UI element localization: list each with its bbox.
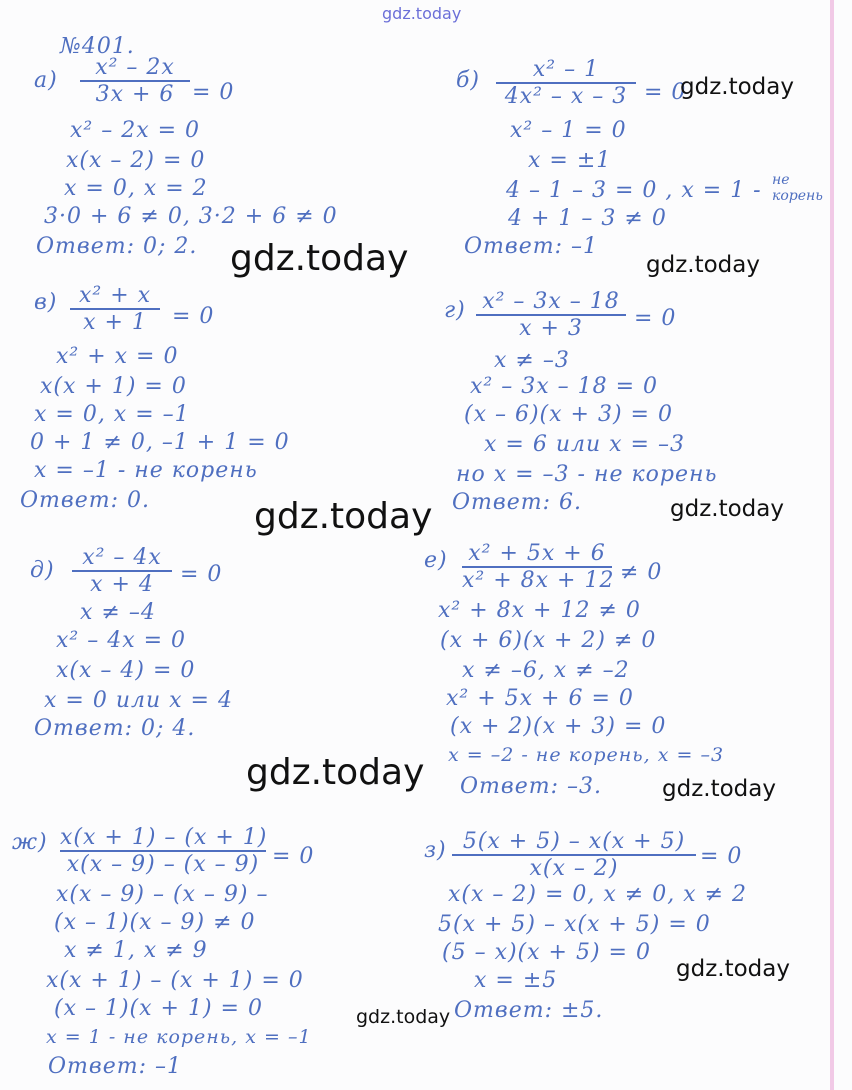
part-d-denominator: x + 4 <box>90 572 154 598</box>
part-v-line: 0 + 1 ≠ 0, –1 + 1 = 0 <box>30 430 290 455</box>
part-e-line: x ≠ –6, x ≠ –2 <box>462 658 630 683</box>
part-e-line: x² + 8x + 12 ≠ 0 <box>438 598 641 623</box>
part-b-note <box>772 172 823 204</box>
part-a-fraction <box>80 56 190 106</box>
watermark: gdz.today <box>246 752 425 793</box>
part-g-line: x = 6 или x = –3 <box>484 432 685 457</box>
watermark: gdz.today <box>254 496 433 537</box>
part-z-denominator: x(x – 2) <box>529 856 619 882</box>
part-zh-line: (x – 1)(x + 1) = 0 <box>54 996 263 1021</box>
part-v-line: x = –1 - не корень <box>34 458 258 483</box>
part-v-rhs: = 0 <box>172 304 215 329</box>
part-e-numerator: x² + 5x + 6 <box>468 541 606 566</box>
part-g-label: г) <box>444 298 466 323</box>
part-b-note-2: корень <box>772 188 823 204</box>
part-e-line: x = –2 - не корень, x = –3 <box>448 744 725 766</box>
part-d-numerator: x² – 4x <box>82 545 162 570</box>
part-v-label: в) <box>34 290 58 315</box>
part-e-denominator: x² + 8x + 12 <box>462 568 615 594</box>
part-b-denominator: 4x² – x – 3 <box>504 84 628 110</box>
part-g-line: (x – 6)(x + 3) = 0 <box>464 402 673 427</box>
part-v-denominator: x + 1 <box>83 310 147 336</box>
part-g-denominator: x + 3 <box>519 316 583 342</box>
part-b-line: x = ±1 <box>528 148 612 173</box>
part-e-line: x² + 5x + 6 = 0 <box>446 686 634 711</box>
part-v-line: x(x + 1) = 0 <box>40 374 187 399</box>
part-b-label: б) <box>456 68 481 93</box>
part-v-answer: Ответ: 0. <box>20 488 150 513</box>
part-z-line: x(x – 2) = 0, x ≠ 0, x ≠ 2 <box>448 882 748 907</box>
part-z-fraction <box>452 830 696 880</box>
part-d-line: x ≠ –4 <box>80 600 156 625</box>
part-b-fraction <box>496 58 636 108</box>
part-zh-line: x(x – 9) – (x – 9) – <box>56 882 269 907</box>
part-zh-denominator: x(x – 9) – (x – 9) <box>66 852 260 878</box>
part-a-answer: Ответ: 0; 2. <box>36 234 198 259</box>
problem-number: №401. <box>60 34 135 59</box>
part-b-rhs: = 0 <box>644 80 687 105</box>
part-a-line: x = 0, x = 2 <box>64 176 208 201</box>
part-e-line: (x + 6)(x + 2) ≠ 0 <box>440 628 657 653</box>
part-z-line: (5 – x)(x + 5) = 0 <box>442 940 651 965</box>
part-zh-line: (x – 1)(x – 9) ≠ 0 <box>54 910 256 935</box>
part-e-fraction <box>462 541 615 594</box>
watermark: gdz.today <box>680 74 794 100</box>
part-d-line: x = 0 или x = 4 <box>44 688 233 713</box>
part-e-line: (x + 2)(x + 3) = 0 <box>450 714 667 739</box>
part-zh-line: x(x + 1) – (x + 1) = 0 <box>46 968 304 993</box>
part-b-line: x² – 1 = 0 <box>510 118 627 143</box>
part-zh-line: x = 1 - не корень, x = –1 <box>46 1026 312 1048</box>
watermark: gdz.today <box>670 496 784 522</box>
part-d-rhs: = 0 <box>180 562 223 587</box>
part-z-numerator: 5(x + 5) – x(x + 5) <box>462 829 686 854</box>
watermark: gdz.today <box>676 956 790 982</box>
watermark: gdz.today <box>662 776 776 802</box>
part-a-numerator: x² – 2x <box>95 55 175 80</box>
part-v-fraction <box>70 284 160 334</box>
part-zh-rhs: = 0 <box>272 844 315 869</box>
part-zh-label: ж) <box>12 830 48 855</box>
part-d-line: x(x – 4) = 0 <box>56 658 196 683</box>
part-e-rhs: ≠ 0 <box>620 560 663 585</box>
part-a-rhs: = 0 <box>192 80 235 105</box>
part-d-answer: Ответ: 0; 4. <box>34 716 196 741</box>
part-g-numerator: x² – 3x – 18 <box>482 289 620 314</box>
part-z-line: x = ±5 <box>474 968 558 993</box>
part-b-line: 4 + 1 – 3 ≠ 0 <box>508 206 667 231</box>
part-zh-line: x ≠ 1, x ≠ 9 <box>64 938 208 963</box>
part-zh-answer: Ответ: –1 <box>48 1054 182 1079</box>
part-a-label: а) <box>34 68 58 93</box>
part-a-line: x² – 2x = 0 <box>70 118 201 143</box>
part-g-rhs: = 0 <box>634 306 677 331</box>
part-g-line: но x = –3 - не корень <box>456 462 718 487</box>
part-a-line: 3·0 + 6 ≠ 0, 3·2 + 6 ≠ 0 <box>44 204 338 229</box>
part-v-line: x = 0, x = –1 <box>34 402 190 427</box>
part-zh-numerator: x(x + 1) – (x + 1) <box>60 825 268 850</box>
part-d-label: д) <box>30 558 55 583</box>
watermark: gdz.today <box>646 252 760 278</box>
part-b-numerator: x² – 1 <box>532 57 600 82</box>
watermark-top: gdz.today <box>382 4 462 23</box>
part-g-line: x² – 3x – 18 = 0 <box>470 374 659 399</box>
part-z-line: 5(x + 5) – x(x + 5) = 0 <box>438 912 711 937</box>
part-e-answer: Ответ: –3. <box>460 774 602 799</box>
part-g-line: x ≠ –3 <box>494 348 570 373</box>
part-d-fraction <box>72 546 172 596</box>
watermark: gdz.today <box>356 1006 451 1028</box>
part-v-numerator: x² + x <box>78 283 152 308</box>
part-b-note-1: не <box>772 172 790 188</box>
part-z-rhs: = 0 <box>700 844 743 869</box>
part-b-answer: Ответ: –1 <box>464 234 598 259</box>
part-g-answer: Ответ: 6. <box>452 490 582 515</box>
part-z-answer: Ответ: ±5. <box>454 998 604 1023</box>
watermark: gdz.today <box>230 238 409 279</box>
part-zh-fraction <box>60 826 266 876</box>
part-d-line: x² – 4x = 0 <box>56 628 187 653</box>
part-g-fraction <box>476 290 626 340</box>
part-b-line: 4 – 1 – 3 = 0 , x = 1 - <box>506 178 762 203</box>
part-a-line: x(x – 2) = 0 <box>66 148 206 173</box>
part-z-label: з) <box>424 838 447 863</box>
part-a-denominator: 3x + 6 <box>95 82 175 108</box>
part-v-line: x² + x = 0 <box>56 344 179 369</box>
part-e-label: е) <box>424 548 448 573</box>
